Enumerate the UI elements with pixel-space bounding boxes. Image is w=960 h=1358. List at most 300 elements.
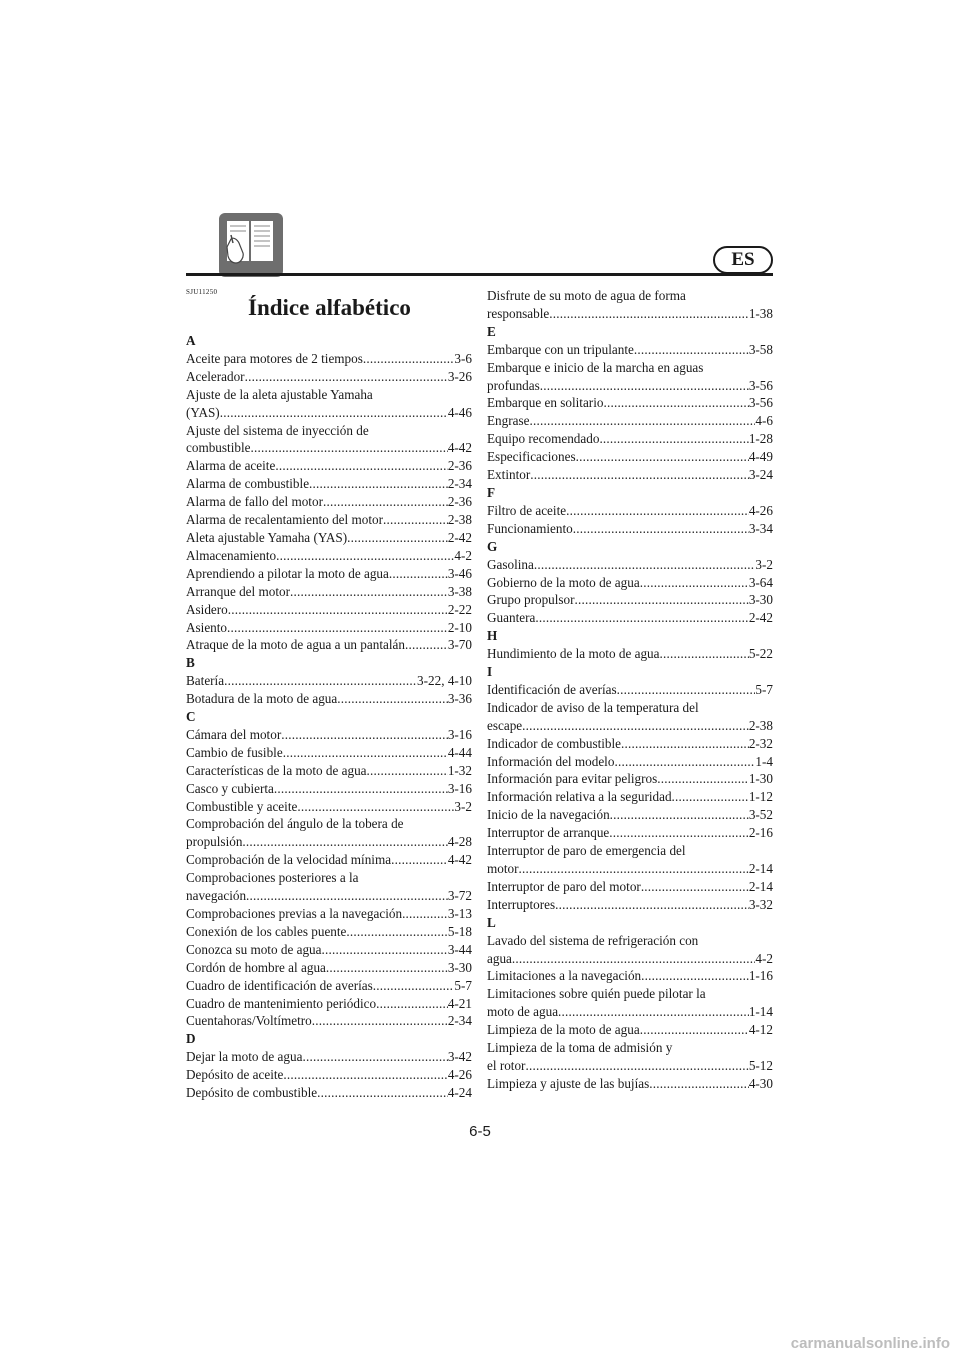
index-entry-text: Interruptor de paro de emergencia del [487, 843, 686, 859]
dot-leader [283, 1066, 447, 1084]
index-column-right [487, 287, 773, 1093]
index-entry-text: Aleta ajustable Yamaha (YAS) [186, 529, 348, 545]
index-entry [186, 887, 472, 905]
index-entry-text: Acelerador [186, 368, 245, 384]
dot-leader [317, 1084, 448, 1102]
index-entry [186, 439, 472, 457]
dot-leader [309, 475, 448, 493]
dot-leader [617, 681, 756, 699]
index-entry-text: Características de la moto de agua [186, 762, 367, 778]
index-letter-heading: A [186, 333, 196, 348]
index-entry-text: Cámara del motor [186, 726, 282, 742]
index-entry-text: Asiento [186, 619, 228, 635]
index-entry [487, 466, 773, 484]
index-entry-continued [487, 359, 773, 377]
index-entry [487, 1003, 773, 1021]
index-entry-page: 1-28 [748, 431, 773, 447]
index-entry [487, 717, 773, 735]
index-entry [186, 511, 472, 529]
index-entry [487, 735, 773, 753]
dot-leader [347, 529, 448, 547]
dot-leader [391, 851, 448, 869]
index-letter-heading: H [487, 628, 498, 644]
index-entry-text: Gobierno de la moto de agua [487, 574, 640, 590]
index-entry-page: 3-72 [447, 888, 472, 904]
dot-leader [227, 619, 448, 637]
index-entry [186, 565, 472, 583]
index-letter-heading: E [487, 323, 496, 339]
dot-leader [573, 520, 749, 538]
dot-leader [322, 941, 448, 959]
index-entry-page: 1-12 [748, 789, 773, 805]
index-entry-text: Especificaciones [487, 449, 576, 465]
index-entry-text: navegación [186, 888, 247, 904]
index-entry-continued [487, 287, 773, 305]
index-entry-text: Guantera [487, 610, 536, 626]
dot-leader [614, 753, 755, 771]
index-entry [186, 475, 472, 493]
index-entry-text: Combustible y aceite [186, 798, 298, 814]
index-entry-text: Funcionamiento [487, 520, 573, 536]
index-entry-text: agua [487, 950, 512, 966]
index-entry-page: 3-56 [748, 395, 773, 411]
index-entry-page: 5-12 [748, 1057, 773, 1073]
index-entry-text: Botadura de la moto de agua [186, 691, 338, 707]
index-entry-text: Embarque e inicio de la marcha en aguas [487, 359, 704, 375]
page-title: Índice alfabético [248, 295, 411, 320]
index-entry [186, 905, 472, 923]
index-entry-page: 4-2 [454, 547, 472, 563]
dot-leader [535, 609, 748, 627]
index-entry-text: Interruptor de arranque [487, 825, 610, 841]
index-entry-page: 3-26 [447, 368, 472, 384]
index-entry-page: 1-32 [447, 762, 472, 778]
page-number: 6-5 [469, 1123, 491, 1140]
index-entry-page: 3-56 [748, 377, 773, 393]
dot-leader [640, 574, 749, 592]
dot-leader [522, 717, 749, 735]
index-entry-continued [186, 386, 472, 404]
index-entry-text: Limpieza y ajuste de las bujías [487, 1075, 650, 1091]
index-entry-text: Información relativa a la seguridad [487, 789, 672, 805]
index-entry-text: Alarma de combustible [186, 476, 310, 492]
index-entry-text: Cordón de hombre al agua [186, 959, 326, 975]
index-letter-heading: G [487, 538, 498, 554]
index-entry [186, 744, 472, 762]
index-entry-text: Atraque de la moto de agua a un pantalán [186, 637, 405, 653]
dot-leader [672, 788, 749, 806]
index-entry-page: 2-38 [447, 512, 472, 528]
index-entry-text: Ajuste del sistema de inyección de [186, 422, 369, 438]
index-entry-page: 2-38 [748, 717, 773, 733]
index-entry [487, 896, 773, 914]
index-entry-text: Extintor [487, 467, 531, 483]
index-entry-text: Batería [186, 673, 225, 689]
index-entry-text: Comprobaciones posteriores a la [186, 870, 359, 886]
dot-leader [346, 923, 447, 941]
index-entry-text: Almacenamiento [186, 547, 277, 563]
dot-leader [660, 645, 749, 663]
index-entry [487, 430, 773, 448]
index-entry-page: 2-34 [447, 1013, 472, 1029]
index-entry-text: motor [487, 861, 519, 876]
index-entry [186, 493, 472, 511]
index-entry-text: responsable [487, 305, 550, 321]
index-entry [487, 574, 773, 592]
dot-leader [250, 439, 447, 457]
index-entry-page: 4-28 [447, 834, 472, 850]
index-entry-page: 3-16 [447, 726, 472, 742]
index-entry-page: 2-32 [748, 735, 773, 751]
index-entry-text: Depósito de aceite [186, 1067, 284, 1083]
dot-leader [383, 511, 448, 529]
index-entry-page: 3-24 [748, 467, 773, 483]
index-entry-continued [186, 815, 472, 833]
dot-leader [641, 967, 749, 985]
index-entry-text: Cuadro de identificación de averías [186, 977, 373, 993]
index-entry-page: 4-12 [748, 1022, 773, 1038]
dot-leader [326, 959, 448, 977]
index-entry-continued [487, 1039, 773, 1057]
index-entry-page: 2-36 [447, 458, 472, 474]
dot-leader [634, 341, 749, 359]
index-entry [186, 583, 472, 601]
index-entry-page: 4-24 [447, 1085, 472, 1101]
index-entry [186, 547, 472, 565]
index-entry-page: 2-42 [748, 610, 773, 626]
dot-leader [302, 1048, 447, 1066]
index-entry-text: Conozca su moto de agua [186, 941, 322, 957]
index-entry-text: Limpieza de la toma de admisión y [487, 1040, 673, 1056]
index-entry [487, 788, 773, 806]
index-entry-continued [186, 422, 472, 440]
index-entry-text: Identificación de averías [487, 681, 617, 697]
index-entry-continued [487, 985, 773, 1003]
index-letter-heading: D [186, 1031, 196, 1047]
index-entry-text: Limpieza de la moto de agua [487, 1022, 640, 1038]
index-entry-text: (YAS) [186, 404, 220, 420]
index-entry-page: 4-26 [447, 1067, 472, 1083]
dot-leader [609, 824, 749, 842]
index-entry-page: 2-10 [447, 619, 472, 635]
index-entry-page: 3-52 [748, 807, 773, 823]
index-entry-page: 4-6 [755, 413, 773, 429]
index-entry-page: 1-30 [748, 771, 773, 787]
index-entry-page: 5-7 [755, 681, 773, 697]
index-entry-text: Inicio de la navegación [487, 807, 610, 823]
index-entry-page: 2-14 [748, 878, 773, 894]
index-entry-text: Indicador de aviso de la temperatura del [487, 699, 699, 715]
index-entry-page: 3-32 [748, 896, 773, 912]
index-entry [186, 404, 472, 422]
dot-leader [283, 744, 448, 762]
dot-leader [389, 565, 448, 583]
index-entry-text: Engrase [487, 413, 530, 429]
index-entry [186, 1084, 472, 1102]
index-entry-page: 4-46 [447, 404, 472, 420]
dot-leader [228, 601, 448, 619]
dot-leader [275, 457, 447, 475]
index-entry-text: Información para evitar peligros [487, 771, 658, 787]
index-entry-text: Hundimiento de la moto de agua [487, 646, 660, 662]
dot-leader [402, 905, 448, 923]
index-entry [186, 529, 472, 547]
index-entry [186, 995, 472, 1013]
dot-leader [290, 583, 448, 601]
index-entry-page: 4-42 [447, 852, 472, 868]
index-entry [487, 1057, 773, 1075]
index-entry-text: moto de agua [487, 1004, 559, 1020]
index-entry-text: Cuadro de mantenimiento periódico [186, 995, 377, 1011]
dot-leader [641, 878, 749, 896]
index-entry-page: 4-49 [748, 449, 773, 465]
index-entry-text: Información del modelo [487, 753, 615, 769]
index-entry-text: Conexión de los cables puente [186, 923, 347, 939]
index-entry-text: Dejar la moto de agua [186, 1049, 303, 1065]
dot-leader [512, 950, 756, 968]
index-entry [487, 305, 773, 323]
dot-leader [312, 1012, 448, 1030]
index-entry-page: 2-22 [447, 601, 472, 617]
index-entry [186, 350, 472, 368]
index-entry-text: Cambio de fusible [186, 744, 283, 760]
dot-leader [373, 977, 455, 995]
dot-leader [640, 1021, 749, 1039]
index-entry [487, 448, 773, 466]
index-entry-page: 3-13 [447, 906, 472, 921]
index-entry [186, 619, 472, 637]
index-entry-page: 5-22 [748, 646, 773, 662]
index-entry-page: 3-36 [447, 691, 472, 707]
index-entry [186, 457, 472, 475]
index-entry [186, 726, 472, 744]
dot-leader [245, 368, 448, 386]
index-entry [487, 770, 773, 788]
manual-reading-hand-icon [219, 213, 283, 277]
index-entry [487, 950, 773, 968]
index-entry [186, 833, 472, 851]
index-entry [487, 878, 773, 896]
index-entry-page: 1-38 [748, 305, 773, 321]
index-entry-page: 4-30 [748, 1075, 773, 1091]
index-entry [487, 860, 773, 878]
section-code: SJU11250 [186, 288, 218, 296]
index-entry-page: 3-30 [748, 592, 773, 608]
index-entry-text: Grupo propulsor [487, 592, 575, 608]
index-entry-text: Interruptor de paro del motor [487, 878, 641, 894]
index-entry-text: combustible [186, 440, 251, 456]
index-entry-page: 3-6 [454, 350, 472, 366]
index-entry [186, 368, 472, 386]
index-entry-page: 1-4 [755, 753, 773, 769]
index-entry [487, 394, 773, 412]
index-entry [186, 780, 472, 798]
dot-leader [599, 430, 748, 448]
dot-leader [274, 780, 448, 798]
index-entry-text: Ajuste de la aleta ajustable Yamaha [186, 386, 373, 402]
index-entry [487, 556, 773, 574]
dot-leader [367, 762, 448, 780]
dot-leader [220, 404, 448, 422]
index-entry-page: 2-34 [447, 476, 472, 492]
dot-leader [610, 806, 749, 824]
header-rule [186, 273, 773, 276]
dot-leader [405, 636, 448, 654]
dot-leader [555, 896, 749, 914]
index-entry-text: Embarque con un tripulante [487, 341, 634, 357]
index-entry [487, 502, 773, 520]
index-entry-page: 3-2 [454, 798, 472, 814]
dot-leader [376, 995, 448, 1013]
dot-leader [576, 448, 749, 466]
index-entry [487, 1021, 773, 1039]
dot-leader [575, 591, 749, 609]
index-entry-page: 3-64 [748, 574, 773, 590]
index-entry-text: Disfrute de su moto de agua de forma [487, 288, 686, 303]
index-entry-page: 2-16 [748, 825, 773, 841]
index-entry-page: 3-38 [447, 583, 472, 599]
dot-leader [649, 1075, 749, 1093]
index-entry-page: 3-58 [748, 341, 773, 357]
index-entry-text: Alarma de fallo del motor [186, 494, 323, 510]
index-entry-text: Comprobaciones previas a la navegación [186, 906, 403, 921]
index-entry-page: 2-14 [748, 861, 773, 876]
index-entry [487, 377, 773, 395]
index-entry [487, 824, 773, 842]
index-entry [186, 851, 472, 869]
index-entry-text: Casco y cubierta [186, 780, 274, 796]
index-entry-page: 3-30 [447, 959, 472, 975]
index-entry [186, 798, 472, 816]
index-entry-text: Equipo recomendado [487, 431, 600, 447]
watermark: carmanualsonline.info [790, 1335, 950, 1352]
dot-leader [242, 833, 447, 851]
dot-leader [549, 305, 749, 323]
index-entry [186, 941, 472, 959]
index-entry [487, 520, 773, 538]
index-letter-heading: L [487, 914, 496, 930]
dot-leader [558, 1003, 749, 1021]
index-entry-page: 5-7 [454, 977, 472, 993]
index-entry-page: 4-21 [447, 995, 472, 1011]
index-entry [487, 753, 773, 771]
index-entry [186, 1012, 472, 1030]
index-entry-text: Cuentahoras/Voltímetro [186, 1013, 312, 1029]
index-entry [186, 977, 472, 995]
index-entry-text: Indicador de combustible [487, 735, 622, 751]
index-entry-page: 3-70 [447, 637, 472, 653]
index-entry-page: 3-22, 4-10 [417, 673, 472, 689]
dot-leader [297, 798, 454, 816]
index-entry [186, 923, 472, 941]
index-entry-page: 1-14 [748, 1004, 773, 1020]
index-entry [487, 412, 773, 430]
index-entry-text: Interruptores [487, 896, 556, 912]
index-letter-heading: C [186, 709, 196, 725]
index-entry [487, 681, 773, 699]
index-entry-page: 3-16 [447, 780, 472, 796]
dot-leader [621, 735, 749, 753]
dot-leader [519, 860, 749, 878]
index-entry-page: 3-42 [447, 1049, 472, 1065]
index-entry-page: 3-46 [447, 565, 472, 581]
index-entry-text: Aceite para motores de 2 tiempos [186, 350, 363, 366]
index-entry-text: Arranque del motor [186, 583, 290, 599]
index-entry-page: 3-44 [447, 941, 472, 957]
dot-leader [529, 412, 755, 430]
index-entry [186, 636, 472, 654]
index-entry [186, 762, 472, 780]
index-entry [487, 967, 773, 985]
index-entry-text: Alarma de recalentamiento del motor [186, 512, 383, 528]
index-entry [487, 609, 773, 627]
dot-leader [603, 394, 748, 412]
dot-leader [363, 350, 455, 368]
index-entry-page: 4-2 [755, 950, 773, 966]
index-entry-page: 2-36 [447, 494, 472, 510]
index-entry-continued [487, 842, 773, 860]
index-entry-page: 5-18 [447, 923, 472, 939]
index-entry [487, 1075, 773, 1093]
dot-leader [566, 502, 749, 520]
index-entry [186, 959, 472, 977]
dot-leader [224, 672, 417, 690]
index-entry [186, 1066, 472, 1084]
index-entry-text: Embarque en solitario [487, 395, 604, 411]
dot-leader [534, 556, 756, 574]
dot-leader [525, 1057, 748, 1075]
index-entry [487, 645, 773, 663]
index-entry-text: el rotor [487, 1057, 526, 1073]
index-entry-text: Gasolina [487, 556, 534, 572]
index-letter-heading: I [487, 664, 493, 680]
index-letter-heading: F [487, 484, 496, 500]
index-entry-text: Comprobación de la velocidad mínima [186, 852, 392, 868]
index-entry-continued [186, 869, 472, 887]
index-entry-page: 4-44 [447, 744, 472, 760]
index-entry-text: Filtro de aceite [487, 502, 567, 518]
index-entry-text: escape [487, 717, 523, 733]
index-entry-page: 3-34 [748, 520, 773, 536]
dot-leader [323, 493, 448, 511]
index-entry-text: Aprendiendo a pilotar la moto de agua [186, 565, 389, 581]
index-entry-continued [487, 932, 773, 950]
index-entry [487, 591, 773, 609]
index-entry-page: 2-42 [447, 529, 472, 545]
index-entry [487, 341, 773, 359]
dot-leader [657, 770, 749, 788]
index-entry [186, 672, 472, 690]
index-entry [186, 1048, 472, 1066]
dot-leader [281, 726, 448, 744]
language-badge: ES [713, 246, 773, 274]
index-entry-text: profundas [487, 377, 540, 393]
index-entry-text: Asidero [186, 601, 228, 617]
index-entry-text: Depósito de combustible [186, 1085, 318, 1101]
dot-leader [540, 377, 749, 395]
dot-leader [337, 690, 448, 708]
index-entry-text: Limitaciones a la navegación [487, 968, 642, 984]
dot-leader [246, 887, 448, 905]
index-entry-page: 4-26 [748, 502, 773, 518]
index-entry [487, 806, 773, 824]
index-entry-text: Alarma de aceite [186, 458, 276, 474]
index-entry-text: Limitaciones sobre quién puede pilotar la [487, 986, 706, 1002]
dot-leader [530, 466, 749, 484]
index-entry-text: Lavado del sistema de refrigeración con [487, 932, 699, 948]
index-letter-heading: B [186, 655, 195, 671]
index-entry [186, 690, 472, 708]
